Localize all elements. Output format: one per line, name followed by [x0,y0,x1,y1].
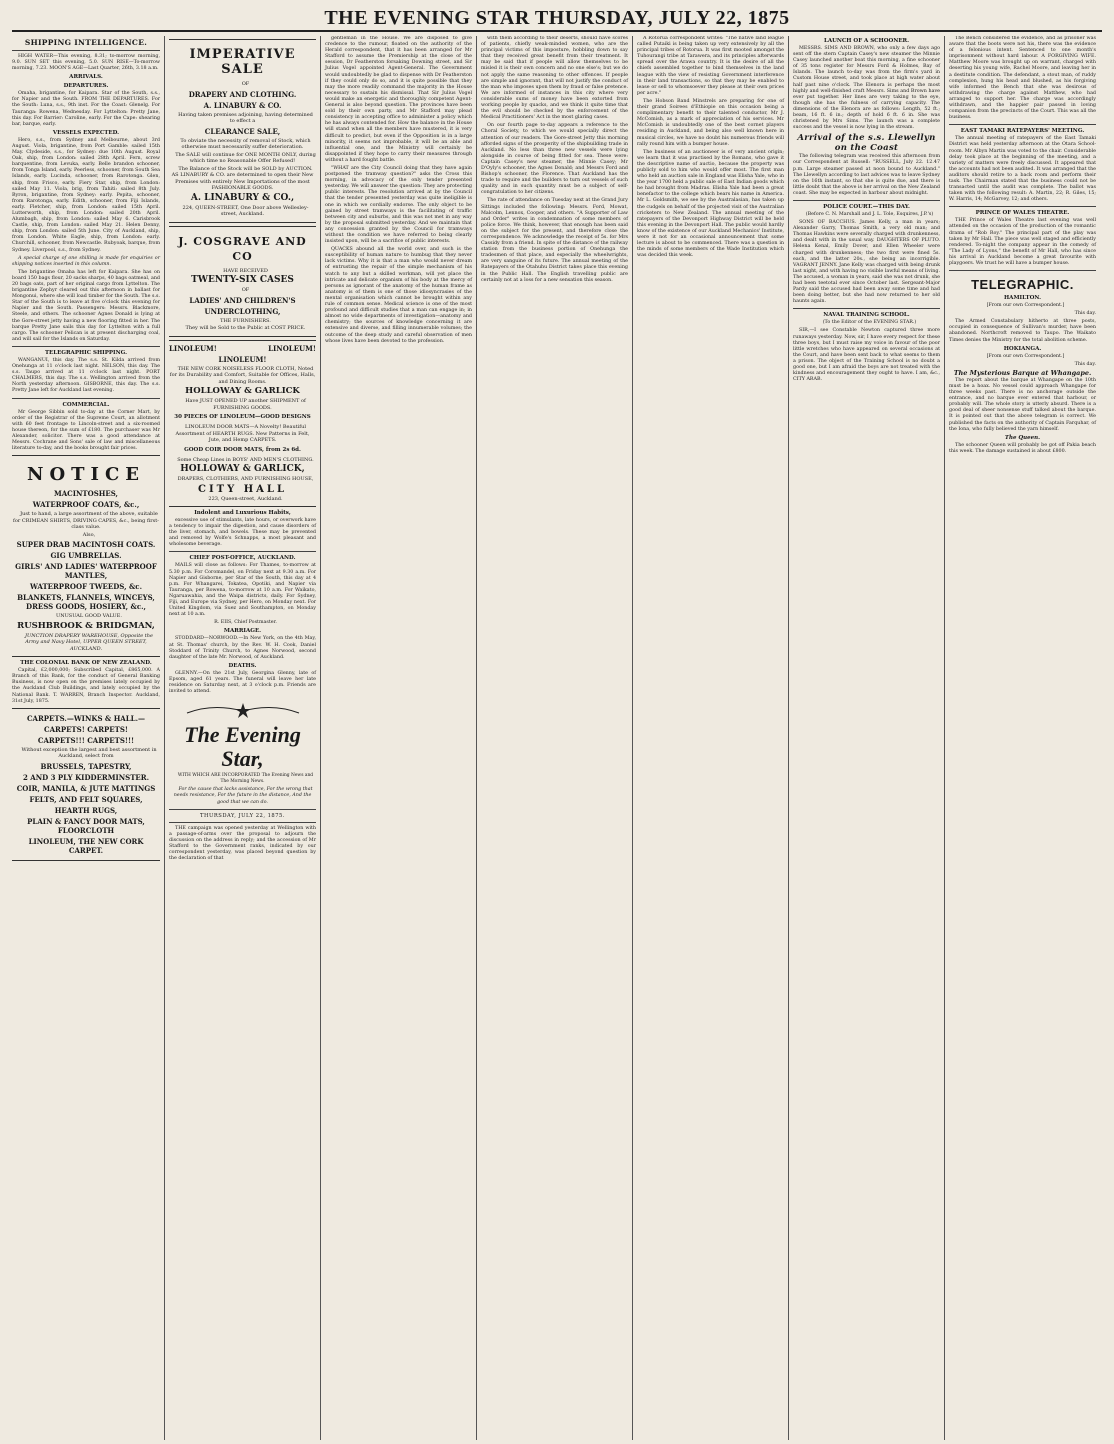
post-text: MAILS will close as follows: For Thames, to-morrow at 5.30 p.m. For Coromandel, on Friday next at 9.30 a.m. For Napier and Gisborne, per Star of the South, this day at 4 p.m. For Whangarei, Tokatea, Opotiki, and Napier via Tauranga, per Rowena, to-morrow at 10 a.m. For Waikato, Ngaruawahia, and the Waipa districts, daily. For Sydney, Fiji, and Europe via Sydney, per Hero, on Monday next. For United Kingdom, via Suez and Southampton, on Monday next at 10 a.m. [169,563,316,618]
divider [12,398,160,399]
article-text: gentleman in the House. We are disposed to give credence to the rumour, floated on the authority of the Herald correspondent, that it has been arranged for Mr Stafford to assume the Premiership at the close of the session, Dr Featherston forsaking Downing street, and Sir Julius Vogel appointed Agent-General. The Government would undoubtedly be glad to dispense with Dr Featherston if they could only do so, and it is quite possible that they may the more readily command the majority in the House necessary to sustain his dismissal. That Sir Julius Vogel would make an energetic and thoroughly competent Agent-General is also beyond question. The provinces have been sold by their own party, and Mr Stafford may plead consistency in accepting office to administer a policy which he has always contended for. How the balance in the House will stand when all the members have mustered, it is very difficult to predict, but even if the Opposition is in a large minority, it seems not improbable, it will be an able and influential one, and the Ministry will certainly be disappointed if they hope to carry their measures through without a hard fought battle. [325,36,472,163]
carpets-item: FELTS, AND FELT SQUARES, [29,794,143,804]
prince-heading: PRINCE OF WALES THEATRE. [975,210,1070,217]
article-text: The Hobson Band Minstrels are preparing for one of their grand Soirees d'Ethiopie on this occasion being a complimentary benefit to their talented conductor, Mr J. McComish, as a mark of appreciation of his services. Mr McComish is undoubtedly one of the best cornet players residing in Auckland, and being also well known here in musical circles, we have no doubt his numerous friends will rally round him with a bumper house. [637,98,784,147]
divider [12,50,160,51]
indolent-text: excessive use of stimulants, late hours, or overwork have a tendency to impair the digestion, and cause disorders of the liver, stomach, and bowels. These may be prevented and removed by Wolfe's Schnapps, a most pleasant and wholesome beverage. [169,518,316,548]
notice-item: MACINTOSHES, [54,489,118,499]
column-6 [788,36,944,1440]
shipping-body: The brigantine Omaha has left for Kaipara. She has on board 150 bags flour, 20 sacks sharps, 40 bags oatmeal, and 20 bags oats, part of her original cargo from Lyttelton. The brigantine Zephyr cleared out this afternoon in ballast for Mongonui, where she will load timber for the South. The s.s. Star of the South is to leave at five o'clock this evening for Napier and the South. Passengers: Messrs. Blackmore, Steele, and others. The schooner Agnes Donald is lying at the Gore-street jetty having a new flooring fitted in her. The barque Pretty Jane sails this day for Lyttelton with a full cargo. The schooner Pelican is at present discharging coal, and will sail for the Islands on Saturday. [12,269,160,342]
article-text: The business of an auctioneer is of very ancient origin; we learn that it was practised by the Romans, who gave it the descriptive name of auctio, because the property was publicly sold to him who would offer most. The first man who held an auction sale in England was Elisha Yale, who in the year 1700 held a public sale of East Indian goods which he had brought from Madras. Elisha Yale had been a great benefactor to the college which bears his name in America. Mr L. Goldsmith, we see by the Australasian, has taken up the cudgels on behalf of the projected visit of the Australian cricketers to New Zealand. The annual meeting of the ratepayers of the Devonport Highway District will be held this evening in the Devonport Hall. The public would hardly know of the existence of our Auckland Mechanics' Institute, were it not for an occasional announcement that some lecture is about to be commenced. There was a question in the minds of some members of the Wade Institution which was decided this week. [637,149,784,259]
linabury-name: A. LINABURY & CO. [203,100,282,110]
linoleum-sub: THE NEW CORK NOISELESS FLOOR CLOTH, Noted for its Durability and Comfort, Suitable for Offices, Halls, and Dining Rooms. [169,365,316,385]
linoleum-row [169,344,316,353]
carpets-item: 2 AND 3 PLY KIDDERMINSTER. [22,772,150,782]
commercial-text: Mr George Sibbin sold to-day at the Corner Mart, by order of the Registrar of the Supreme Court, an allotment with 60 feet frontage to Lincoln-street and a six-roomed house thereon, for the sum of £180. The purchaser was Mr Alexander, solicitor. There was a good attendance at Messrs. Cochrane and Sons' sale of law and miscellaneous literature to-day, and the books brought fair prices. [12,409,160,452]
notice-word: NOTICE [27,464,145,486]
carpets-item: HEARTH RUGS, [54,805,118,815]
columns [8,36,1106,1440]
hokianga-heading: HOKIANGA. [1003,345,1042,352]
linoleum-mid: LINOLEUM! [218,354,267,364]
carpets-item: Without exception the largest and best assortment in Auckland, select from [21,746,157,760]
marriage-text: STODDARD—NORWOOD.—In New York, on the 4th May, at St. Thomas' church, by the Rev. W. H. Cook, Daniel Stoddard of Trinity Church, to Agnes Norwood, second daughter of the late Mr. Norwood, of Auckland. [169,636,316,660]
leader-text: THE campaign was opened yesterday at Wellington with a passage-of-arms over the proposal to adjourn the discussion on the address in reply; and the accession of Mr Stafford to the Government ranks, indicated by our correspondent yesterday, was placed beyond question by the declaration of that [169,825,316,862]
holloway-mats: LINOLEUM DOOR MATS—A Novelty! Beautiful Assortment of HEARTH RUGS. New Patterns in Felt, Jute, and Hemp CARPETS. [175,424,310,443]
evening-star-date: THURSDAY, JULY 22, 1875. [200,812,285,819]
column-7 [944,36,1100,1440]
divider [169,551,316,552]
column-5 [632,36,788,1440]
imperative-sub: DRAPERY AND CLOTHING. [188,89,297,99]
linoleum-ad [169,340,316,508]
telegraphic-shipping-text: WANGANUI, this day. The s.s. St. Kilda arrived from Onehunga at 11 o'clock last night. NELSON, this day. The s.s. Taupo arrived at 11 o'clock last night. PORT CHALMERS, this day. The s.s. Wellington arrived from the North yesterday afternoon. GISBORNE, this day. The s.s. Pretty Jane left for Auckland last evening. [12,357,160,394]
commercial-heading: COMMERCIAL. [62,401,110,408]
hamilton-from: [From our own Correspondent.] [986,303,1065,309]
departures-text: Omaha, brigantine, for Kaipara. Star of the South, s.s., for Napier and the South. FROM THE DEPARTURES. For the South: Luna, s.s., 9th inst. For the Coast: Glenelg. For Tauranga: Rowena, Wednesday. For Lyttelton: Pretty Jane, this day. For Barrier: Caroline, early. For the Cape: shearing bar, barque, early. [12,91,160,127]
cosgrave-under: UNDERCLOTHING, [204,306,281,316]
mystery-heading: The Mysterious Barque at Whangape. [953,368,1092,377]
notice-item: WATERPROOF COATS, &c., [32,500,140,510]
departures-heading: DEPARTURES. [63,83,109,90]
shipping-heading: SHIPPING INTELLIGENCE. [24,38,148,47]
notice-item: SUPER DRAB MACINTOSH COATS. [16,540,156,550]
linoleum-right: LINOLEUM! [268,343,316,353]
holloway-address: 223, Queen-street, Auckland. [208,495,283,502]
cosgrave-have: HAVE RECEIVED [223,267,268,274]
divider [169,809,316,810]
column-2 [164,36,320,1440]
shipping-note: A special charge of one shilling is made for enquiries or shipping notices inserted in this column. [12,255,160,267]
notice-item: WATERPROOF TWEEDS, &c. [29,582,143,592]
hokianga-from: [From our own Correspondent.] [986,353,1065,359]
linoleum-left: LINOLEUM! [169,343,217,353]
divider [12,346,160,347]
divider [793,308,940,309]
notice-item: GIG UMBRELLAS. [50,551,122,561]
post-heading: CHIEF POST-OFFICE, AUCKLAND. [189,555,296,562]
cosgrave-ad [169,226,316,337]
carpets-item: COIR, MANILA, & JUTE MATTINGS [16,783,156,793]
evening-star-logo [169,701,316,771]
star-flourish-icon [183,701,303,723]
tamaki-text: The annual meeting of ratepayers of the East Tamaki District was held yesterday afternoon at the Otara School-room. Mr Albyn Martin was voted to the chair. Considerable delay took place at the beginning of the meeting, and a variety of matters were freely discussed. It appeared that the accounts had not been audited. It was arranged that the auditors should retire to a back room and perform their task. The Chairman stated that the business could not be transacted until the audit was complete. The ballot was taken with the following result: A. Martin, 22; R. Giles, 15; W. Harris, 14; McGarvey, 12; and others. [949,136,1096,203]
expected-heading: VESSELS EXPECTED. [52,129,120,136]
divider [793,200,940,201]
launch-heading: LAUNCH OF A SCHOONER. [823,38,910,44]
notice-item: Also, [82,531,96,538]
masthead [12,6,1102,32]
imperative-body: Having taken premises adjoining, having determined to effect a [178,111,313,124]
imperative-title: IMPERATIVE SALE [189,47,296,77]
cosgrave-furnishers: THE FURNISHERS. [220,317,271,324]
post-signature: R. EIIS, Chief Postmaster. [214,620,277,626]
notice-item: GIRLS' AND LADIES' WATERPROOF MANTLES, [15,562,157,581]
notice-item: UNUSUAL GOOD VALUE. [56,613,122,620]
arrival-text: The following telegram was received this afternoon from our Correspondent at Russell: "RUSSELL, July 22. 12.47 p.m. Large steamer passed at noon bound to Auckland." The Llewellyn according to last advices was to leave Sydney on the 16th instant, so that she is quite due, and there is little doubt that the above is her arrival on the New Zealand coast. She may be expected in harbour about midnight. [793,154,941,196]
hamilton-day: This day. [1074,311,1096,317]
sale-note: The SALE will continue for ONE MONTH ONLY, during which time no Reasonable Offer Refused! [175,151,316,164]
queen-text: The schooner Queen will probably be got off Pakia beach this week. The damage sustained is about £800. [949,442,1096,454]
arrivals-heading: ARRIVALS. [69,74,103,81]
notice-item: Just to hand, a large assortment of the above, suitable for CRIMEAN SHIRTS, DRIVING CAPES, &c., being first-class value. [13,511,159,531]
holloway-name: HOLLOWAY & GARLICK [185,386,300,396]
naval-heading: NAVAL TRAINING SCHOOL. [823,312,910,319]
deaths-text: GLENNY.—On the 21st July, Georgina Glenny, late of Epsom, aged 61 years. The funeral will leave her late residence on Saturday next, at 3 o'clock p.m. Friends are invited to attend. [169,670,316,695]
hokianga-day: This day. [1074,361,1096,367]
article-text: "WHAT are the City Council doing that they have again postponed the tramway question?" asks the Cross this morning, in advocacy of the only tender presented yesterday. We will answer the question: They are protecting public interests. The resolution arrived at by the Council that the tender presented yesterday was quite ineligible is one in which we cordially endorse. The only object to be gained by street tramways is the facilitating of traffic between city and suburbs, and this was not met in any way by the proposal submitted yesterday. And we maintain that any concession granted by the Council for tramways without the condition we have referred to being clearly insisted upon, will be a sacrifice of public interests. [325,165,472,245]
clearance-body: To obviate the necessity of removal of Stock, which otherwise must necessarily suffer deterioration. [180,137,311,150]
holloway-boys: Some Cheap Lines in BOYS' AND MEN'S CLOTHING. [177,456,314,463]
article-text: The rate of attendance on Tuesday next at the Grand Jury Sittings included the following: Messrs. Ford, Mowat, Malcolm, Lennox, Cooper, and others. "A Supporter of Law and Order" writes in condemnation of some members of police force. We think, however, that enough has been said on the subject for the present, and therefore close the correspondence. We acknowledge the receipt of 5s. for Mrs Cassidy from a friend. In spite of the distance of the railway station from the business portion of Onehunga the tradesmen of that place, and especially the wheelwrights, are very sanguine of its future. The annual meeting of the Ratepayers of the Otahuhu District takes place this evening in the Public Hall. The English travelling public are certainly not at a loss for a new sensation this season. [481,198,628,283]
launch-text: MESSRS. SIMS AND BROWN, who only a few days ago sent off the stern Captain Casey's new steamer the Minnie Casey launched another boat this morning, a fine schooner of 35 tons register for Messrs Ford & Holmes, Bay of Islands. The launch to-day was from the firm's yard in Custom House street, and took place at high water about half past nine o'clock. The Elenora is perhaps the most highly and well-finished craft Messrs. Sims and Brown have ever put together. Her lines are very taking to the eye, though she has the fulness of carrying capacity. The dimensions of the Elenora are as follows: Length, 52 ft.; beam, 16 ft. 6 in.; depth of hold 6 ft. 6 in. She was christened by Mrs Sims. The launch was a complete success and the vessel is now lying in the stream. [793,46,940,131]
imperative-of: OF [241,81,250,87]
notice-ad [12,455,160,657]
arrival-heading: Arrival of the s.s. Llewellyn on the Coast [797,133,936,154]
cosgrave-cost: They will be Sold to the Public at COST PRICE. [185,325,306,331]
evening-star-title: The Evening Star, [184,722,301,772]
deaths-heading: DEATHS. [228,662,257,669]
carpets-item: BRUSSELS, TAPESTRY, [40,761,132,771]
indolent-heading: Indolent and Luxurious Habits, [194,510,291,516]
cosgrave-of: OF [241,287,250,293]
telegraphic-shipping-heading: TELEGRAPHIC SHIPPING. [44,349,128,356]
carpets-heading: CARPETS.—WINKS & HALL.— [26,713,146,723]
column-3 [320,36,476,1440]
tamaki-heading: EAST TAMAKI RATEPAYERS' MEETING. [960,128,1085,135]
queen-heading: The Queen. [1004,434,1041,441]
expected-text: Hero, s.s., from Sydney and Melbourne, about 3rd August. Viola, brigantine, from Port Gamble: sailed 15th May. Clydeside, s.s., for Sydney: due 10th August. Royal Oak, ship, from London: sailed 28th April. Fern, screw barquentine, from Levuka, early. Belle brandon schooner, from Tonga Island, early. Peerless, schooner, from South Sea Islands, early. Lucinda, schooner, from Rarotonga. Glen, ship, from Frisco, early. Fiery Star, ship, from London: sailed May 11. Viola, brig, from Tahiti: sailed 8th July. Byron, brigantine, from Sydney: early. Pepita, schooner, from Rarotonga, early. Edith, schooner, from Fiji Islands, early. Fletcher, ship, from London: sailed 15th April. Lutterworth, ship, from London: sailed 20th April. Alumbagh, ship, from London: sailed May 6. Carisbrook Castle, ship, from London: sailed May 21. Helen Denny, ship, from London: sailed 5th June. City of Auckland, ship, from London. White Eagle, ship, from London: early. Churchill, schooner, from Newcastle. Rubyoak, barque, from Sydney. Liverpool, s.s., from Sydney. [12,137,160,253]
marriage-heading: MARRIAGE. [223,628,262,635]
evening-star-motto: For the cause that lacks assistance, For the wrong that needs resistance, For the future in the distance, And the good that we can do. [173,787,313,805]
hamilton-text: The Armed Constabulary hitherto at three posts, occupied in consequence of Sullivan's murder, have been abandoned. Northcroft removed to Taupo. The Waikato Times denies the Ministry for the total abolition scheme. [949,319,1096,343]
city-hall: CITY HALL [198,483,287,495]
article-text: The Bench considered the evidence, and as prisoner was aware that the boots were not his, there was the evidence of a felonious intent. Sentenced to one month's imprisonment without hard labour. A FORGIVING WIFE. Matthew Moore was brought up on warrant, charged with deserting his young wife, Rachel Moore, and leaving her in a destitute condition. The defendant, a stout man, of ruddy complexion, hung his head and blushed, as his forgiving wife informed the Bench that she was desirous of withdrawing the charge against Matthew, who had arranged to support her. The charge was accordingly withdrawn, and the happier pair passed in loving companion from the precincts of the Court. This was all the business. [949,36,1096,121]
carpets-item: LINOLEUM, THE NEW CORK CARPET. [28,836,144,855]
carpets-item: CARPETS!!! CARPETS!!! [37,735,135,745]
imperative-sale-ad [169,39,316,223]
carpets-item: PLAIN & FANCY DOOR MATS, FLOORCLOTH [27,816,145,835]
bank-heading: THE COLONIAL BANK OF NEW ZEALAND. [20,660,152,667]
rushbrook-sub: JUNCTION DRAPERY WAREHOUSE, Opposite the Army and Navy Hotel, UPPER QUEEN STREET, AUCKLAND. [25,632,153,652]
bank-text: Capital, £2,000,000; Subscribed Capital, £865,000. A Branch of this Bank, for the conduct of General Banking Business, is now open on the premises lately occupied by the Auckland Club Buildings, and lately occupied by the National Bank. T. WARREN, Branch Inspector. Auckland, 31st July, 1875. [12,668,160,704]
evening-star-sub: WITH WHICH ARE INCORPORATED The Evening News and The Morning News. [177,773,314,785]
police-heading: POLICE COURT.—THIS DAY. [823,203,910,210]
column-1 [8,36,164,1440]
divider [169,822,316,823]
prince-text: THE Prince of Wales Theatre last evening was well attended on the occasion of the production of the romantic drama of "Rob Roy." The principal part of the play was taken by Mr Hall. The piece was well staged and efficiently rendered. To-night the company appear in the comedy of "The Lady of Lyons," the benefit of Mr Hall, who has since his arrival in Auckland become a great favourite with playgoers. We trust he will have a bumper house. [949,218,1096,266]
rushbrook-name: RUSHBROOK & BRIDGMAN, [17,620,155,631]
police-text: SONS OF BACCHUS. James Kelly, a man in years; Alexander Garry, Thomas Smith, a very old man; and Thomas Hawkins were severally charged with drunkenness, and dealt with in the usual way. DAUGHTERS OF PLUTO. Helena Kenal, Emily Dover, and Ellen Wheeler were charged with drunkenness; the two first were fined 5s. each, and the latter 20s., she being an incorrigible. VAGRANT JENNY. Jane Kelly was charged with being drunk last night, and with having no visible lawful means of living. The accused, a woman in years, said she was not drunk, she had been teetotal ever since October last. Sergeant-Major Pardy said the accused had been away some time and had been doing better, but she had now returned to her old haunts again. [793,220,940,305]
divider [949,270,1096,271]
carpets-item: CARPETS! CARPETS! [44,724,128,734]
carpets-ad [12,708,160,861]
holloway-2-sub: DRAPERS, CLOTHIERS, AND FURNISHING HOUSE, [177,476,314,482]
article-text: A Rotorua correspondent writes: "The native land league called Putaiki is being taken up very extensively by all the principal tribes of Rotorua. It was first mooted amongst the Tuhourangi tribe at Tarawera, and its principles afterwards spread over the Arawa country. It is the desire of all the chiefs assembled together to bind themselves in the land league with the view of resisting Government interference in their land transactions, so that they may be enabled to lease or sell to whomsoever they please at their own prices per acre." [637,36,784,96]
hamilton-heading: HAMILTON. [1003,295,1042,302]
article-text: with them according to their deserts, should have scores of patients, chiefly weak-minded women, who are the principal victims of this imposture, hobbling down to say that they received great benefit from their treatment. It may be said that if people will allow themselves to be misled it is their own concern and no one else's; but we do not apply the same reasoning to other offences. If people are simple and ignorant, that will not justify the conduct of the man who imposes upon them by fraud or false pretence. We are informed of instances in this city where very considerable sums of money have been extorted from working people by quacks, and we think it quite time that the evil should be checked by the enforcement of the Medical Practitioners' Act in the most glaring cases. [481,36,628,121]
tides-text: HIGH WATER—This evening, 8.31; to-morrow morning, 9.0. SUN SET this evening, 5.0. SUN RISE—To-morrow morning, 7.23. MOON'S AGE—Last Quarter, 26th, 3.18 a.m. [12,54,160,72]
sale-note-2: The Balance of the Stock will be SOLD by AUCTION. AS LINABURY & CO. are determined to open their New Premises with entirely New Importations of the most FASHIONABLE GOODS. [171,165,314,191]
column-4 [476,36,632,1440]
naval-text: SIR,—I see Constable Newton captured three more runaways yesterday. Now, sir, I have every respect for these three boys, but I must raise my voice in favour of the poor little wretches who have appeared on several occasions at the Court, and have been sent back to what seems to them a prison. The object of the Training School is no doubt a good one, but I am afraid the boys are not treated with the kindness and encouragement they ought to have. I am, &c., CITY ARAB. [793,328,940,383]
notice-item: BLANKETS, FLANNELS, WINCEYS, DRESS GOODS, HOSIERY, &c., [17,593,155,612]
article-text: On our fourth page to-day appears a reference to the Choral Society, to which we would specially direct the attention of our readers. The Gore-street Jetty this morning afforded signs of the prosperity of the shipbuilding trade in Auckland. No less than three new vessels were lying alongside in course of being fitted for sea. These were: Captain Casey's new steamer, the Minnie Casey; Mr D'Oyly's schooner, the Agnes Donald; and Messrs Ford and Bishop's schooner, the Florence. That Auckland has the trade to require and the builders to turn out vessels of such quality and in such quantity must be a subject of self-congratulation to her citizens. [481,123,628,196]
article-text: QUACKS abound all the world over, and such is the susceptibility of human nature to humbug that they never lack victims. Why it is that a man who would never dream of entrusting the repair of the simple mechanism of his watch to any but a skilled workman, will yet place the intricate and delicate organism of his body at the mercy of persons as ignorant of the anatomy of the human frame as anatomy is of them is one of those idiosyncrasies of the mental organisation which cannot be brought within any rule of common sense. Medical science is one of the most profound and difficult studies that a man can engage in; in almost no wide departments of investigation—anatomy and chemistry; the sources of knowledge concerning it are extensive and diverse, and filling innumerable volumes; the outcome of the deep study and careful observation of men whose lives have been devoted to the profession. [325,247,472,344]
mystery-text: The report about the barque at Whangape on the 10th must be a hoax. No vessel could approach Whangape for three weeks past. There is no anchorage outside the entrance, and no barque ever entered that harbour, or probably will. The whole story is utterly absurd. There is a good deal of sheer nonsense stuff talked about the barque. It is pointed out that the above telegram is correct. We published the facts on the authority of Captain Farquhar, of the Iona, who fully believed the yarn himself. [949,377,1096,432]
holloway-body: Have JUST OPENED UP another SHIPMENT of FURNISHING GOODS. [185,398,306,411]
holloway-door: GOOD COIR DOOR MATS, from 2s 6d. [184,446,301,453]
clearance-heading: CLEARANCE SALE, [204,126,281,136]
linabury-address: 224, QUEEN-STREET, One Door above Wellesley-street, Auckland. [182,204,309,217]
telegraphic-heading: TELEGRAPHIC. [971,277,1074,293]
masthead-title: THE EVENING STAR THURSDAY, JULY 22, 1875 [324,6,790,29]
cosgrave-cases: TWENTY-SIX CASES [191,275,294,285]
holloway-2: HOLLOWAY & GARLICK, [180,464,305,474]
cosgrave-ladies: LADIES' AND CHILDREN'S [189,295,296,305]
police-sub: (Before C. N. Marshall and J. L. Tole, Esquires, J.P.'s) [805,211,934,217]
cosgrave-name: J. COSGRAVE AND CO [178,234,307,263]
divider [949,124,1096,125]
divider [949,206,1096,207]
linabury-co: A. LINABURY & CO., [190,192,295,203]
holloway-pieces: 30 PIECES OF LINOLEUM—GOOD DESIGNS [174,414,311,420]
naval-to: (To the Editor of the EVENING STAR.) [822,320,917,326]
